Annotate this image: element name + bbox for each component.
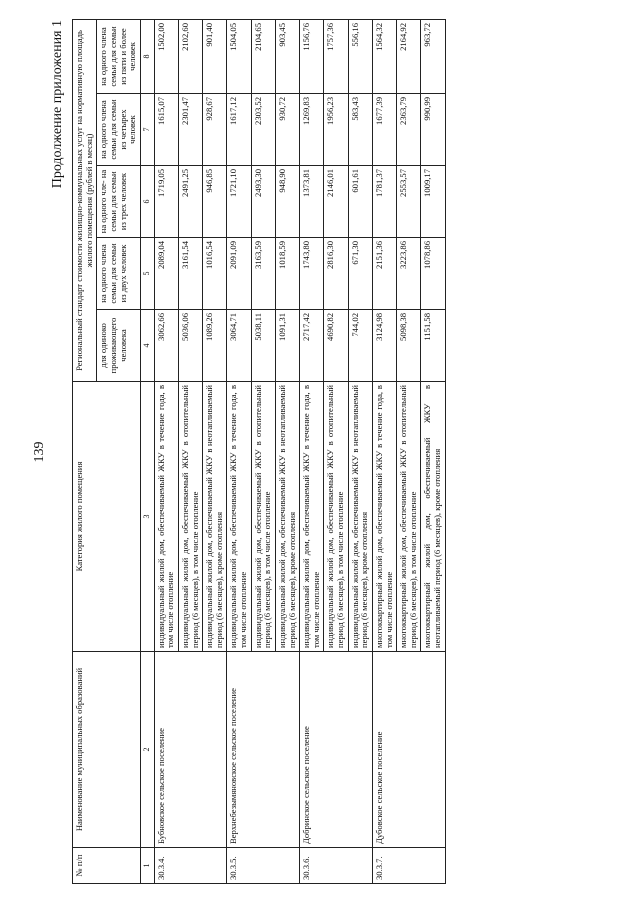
- value-cell: 903,45: [275, 19, 299, 93]
- value-cell: 1757,36: [324, 19, 348, 93]
- value-cell: 1269,83: [300, 94, 324, 166]
- value-cell: 2091,09: [227, 238, 251, 310]
- value-cell: 3124,98: [372, 310, 396, 382]
- table-row: [227, 19, 251, 883]
- value-cell: 1956,23: [324, 94, 348, 166]
- row-number: 30.3.6.: [300, 848, 373, 884]
- category-cell: индивидуальный жилой дом, обеспечиваемый ЖКУ в течение года, в том числе отопление: [300, 382, 324, 652]
- header-sub-3: на одного чле- на семьи для семьи из трех человек: [97, 166, 141, 238]
- value-cell: 5038,11: [251, 310, 275, 382]
- header-index-row: [140, 19, 154, 883]
- value-cell: 4690,82: [324, 310, 348, 382]
- header-sub-2: на одного члена семьи для семьи из двух человек: [97, 238, 141, 310]
- header-name: Наименование муниципальных образований: [73, 652, 141, 848]
- value-cell: 3223,86: [397, 238, 421, 310]
- index-7: 7: [140, 94, 154, 166]
- category-cell: многоквартирный жилой дом, обеспечиваемый ЖКУ в неотапливаемый период (6 месяцев), кроме отопления: [421, 382, 445, 652]
- category-cell: индивидуальный жилой дом, обеспечиваемый ЖКУ в отопительный период (6 месяцев), в том числе отопление: [178, 382, 202, 652]
- value-cell: 1743,80: [300, 238, 324, 310]
- value-cell: 2089,04: [154, 238, 178, 310]
- row-number: 30.3.4.: [154, 848, 227, 884]
- value-cell: 1677,39: [372, 94, 396, 166]
- table-row: [300, 19, 324, 883]
- value-cell: 1091,31: [275, 310, 299, 382]
- table-row: [154, 19, 178, 883]
- value-cell: 2301,47: [178, 94, 202, 166]
- municipality-name: Верхнебезымяновское сельское поселение: [227, 652, 300, 848]
- value-cell: 601,61: [348, 166, 372, 238]
- header-category: Категория жилого помещения: [73, 382, 141, 652]
- index-6: 6: [140, 166, 154, 238]
- continuation-label: Продолжение приложения 1: [50, 20, 65, 189]
- table-row: [372, 19, 396, 883]
- row-number: 30.3.5.: [227, 848, 300, 884]
- municipality-name: Добринское сельское поселение: [300, 652, 373, 848]
- value-cell: 5036,06: [178, 310, 202, 382]
- value-cell: 2151,36: [372, 238, 396, 310]
- index-4: 4: [140, 310, 154, 382]
- header-standard: Региональный стандарт стоимости жилищно-коммунальных услуг на нормативную площадь жилого помещения (рублей в месяц): [73, 19, 97, 381]
- value-cell: 1504,05: [227, 19, 251, 93]
- municipality-name: Дубовское сельское поселение: [372, 652, 445, 848]
- value-cell: 556,16: [348, 19, 372, 93]
- value-cell: 1617,12: [227, 94, 251, 166]
- category-cell: многоквартирный жилой дом, обеспечиваемый ЖКУ в течение года, в том числе отопление: [372, 382, 396, 652]
- page-number: 139: [32, 441, 47, 463]
- value-cell: 2491,25: [178, 166, 202, 238]
- index-1: 1: [140, 848, 154, 884]
- category-cell: индивидуальный жилой дом, обеспечиваемый ЖКУ в неотапливаемый период (6 месяцев), кроме отопления: [275, 382, 299, 652]
- municipality-name: Бубновское сельское поселение: [154, 652, 227, 848]
- value-cell: 963,72: [421, 19, 445, 93]
- value-cell: 1719,05: [154, 166, 178, 238]
- value-cell: 1089,26: [203, 310, 227, 382]
- value-cell: 671,30: [348, 238, 372, 310]
- value-cell: 3161,54: [178, 238, 202, 310]
- value-cell: 928,67: [203, 94, 227, 166]
- value-cell: 1564,32: [372, 19, 396, 93]
- index-3: 3: [140, 382, 154, 652]
- standards-table: [72, 19, 446, 884]
- header-sub-5: на одного члена семьи для семьи из пяти и более человек: [97, 19, 141, 93]
- value-cell: 948,90: [275, 166, 299, 238]
- value-cell: 2102,60: [178, 19, 202, 93]
- value-cell: 2717,42: [300, 310, 324, 382]
- value-cell: 990,99: [421, 94, 445, 166]
- value-cell: 1009,17: [421, 166, 445, 238]
- index-5: 5: [140, 238, 154, 310]
- category-cell: многоквартирный жилой дом, обеспечиваемый ЖКУ в отопительный период (6 месяцев), в том числе отопление: [397, 382, 421, 652]
- value-cell: 1502,00: [154, 19, 178, 93]
- value-cell: 2104,65: [251, 19, 275, 93]
- value-cell: 1078,86: [421, 238, 445, 310]
- category-cell: индивидуальный жилой дом, обеспечиваемый ЖКУ в течение года, в том числе отопление: [154, 382, 178, 652]
- value-cell: 1721,10: [227, 166, 251, 238]
- category-cell: индивидуальный жилой дом, обеспечиваемый ЖКУ в отопительный период (6 месяцев), в том числе отопление: [324, 382, 348, 652]
- index-2: 2: [140, 652, 154, 848]
- header-sub-4: на одного члена семьи для семьи из четырех человек: [97, 94, 141, 166]
- value-cell: 1016,54: [203, 238, 227, 310]
- value-cell: 1373,81: [300, 166, 324, 238]
- value-cell: 583,43: [348, 94, 372, 166]
- header-no: № п/п: [73, 848, 141, 884]
- value-cell: 2303,52: [251, 94, 275, 166]
- category-cell: индивидуальный жилой дом, обеспечиваемый ЖКУ в течение года, в том числе отопление: [227, 382, 251, 652]
- value-cell: 744,02: [348, 310, 372, 382]
- value-cell: 2363,79: [397, 94, 421, 166]
- value-cell: 5098,38: [397, 310, 421, 382]
- value-cell: 3064,71: [227, 310, 251, 382]
- value-cell: 901,40: [203, 19, 227, 93]
- category-cell: индивидуальный жилой дом, обеспечиваемый ЖКУ в неотапливаемый период (6 месяцев), кроме отопления: [348, 382, 372, 652]
- value-cell: 1156,76: [300, 19, 324, 93]
- value-cell: 1151,58: [421, 310, 445, 382]
- header-row-top: [73, 19, 97, 883]
- value-cell: 2816,30: [324, 238, 348, 310]
- value-cell: 3163,59: [251, 238, 275, 310]
- header-sub-1: для одиноко проживающего человека: [97, 310, 141, 382]
- value-cell: 2553,57: [397, 166, 421, 238]
- category-cell: индивидуальный жилой дом, обеспечиваемый ЖКУ в неотапливаемый период (6 месяцев), кроме отопления: [203, 382, 227, 652]
- category-cell: индивидуальный жилой дом, обеспечиваемый ЖКУ в отопительный период (6 месяцев), в том числе отопление: [251, 382, 275, 652]
- value-cell: 1781,37: [372, 166, 396, 238]
- value-cell: 1615,07: [154, 94, 178, 166]
- rotated-sheet: [10, 12, 630, 892]
- value-cell: 930,72: [275, 94, 299, 166]
- value-cell: 1018,59: [275, 238, 299, 310]
- value-cell: 2164,92: [397, 19, 421, 93]
- value-cell: 3062,66: [154, 310, 178, 382]
- row-number: 30.3.7.: [372, 848, 445, 884]
- value-cell: 946,85: [203, 166, 227, 238]
- value-cell: 2493,30: [251, 166, 275, 238]
- value-cell: 2146,01: [324, 166, 348, 238]
- index-8: 8: [140, 19, 154, 93]
